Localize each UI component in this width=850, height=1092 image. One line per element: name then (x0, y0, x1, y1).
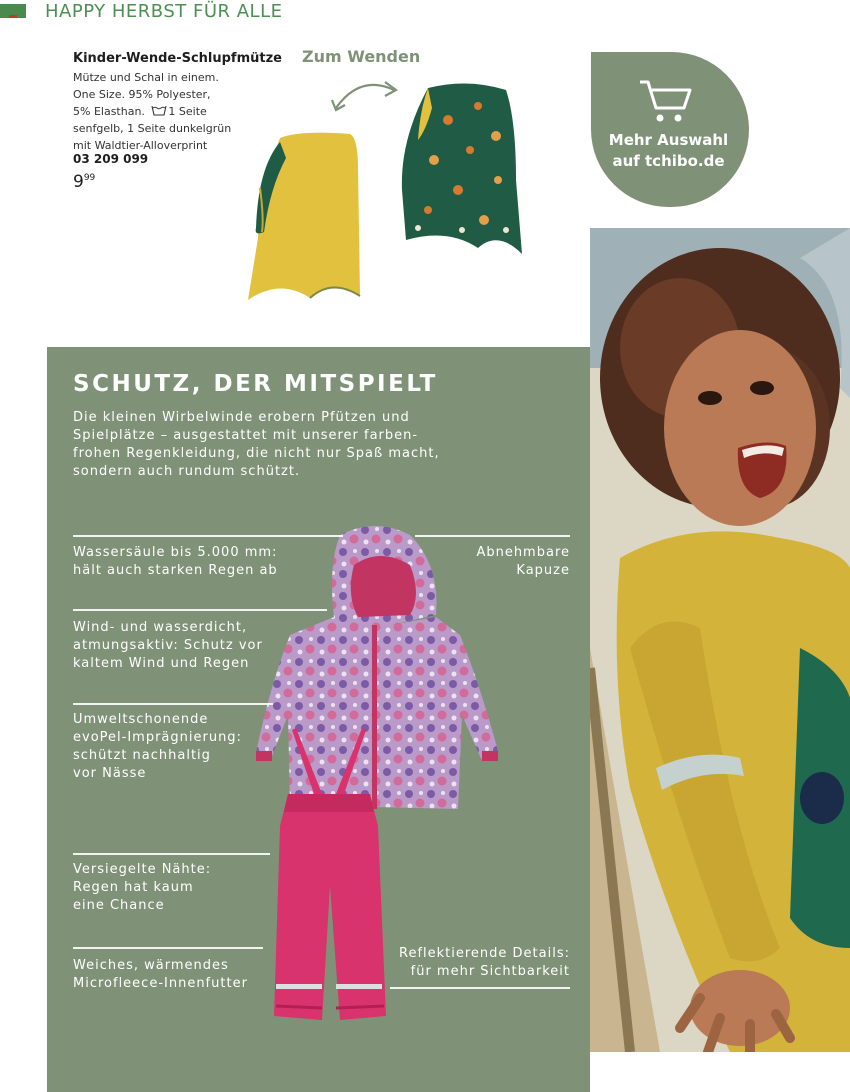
rain-pants-image (266, 726, 392, 1026)
hat-yellow-side-image (240, 128, 370, 308)
product-name: Kinder-Wende-Schlupfmütze (73, 51, 282, 66)
page-header-title: HAPPY HERBST FÜR ALLE (45, 1, 283, 22)
washing-icon (151, 105, 167, 116)
product-number: 03 209 099 (73, 152, 149, 166)
feature-reflektierend: Reflektierende Details: für mehr Sichtbarkeit (399, 946, 570, 979)
feature-kapuze: Abnehmbare Kapuze (476, 545, 570, 578)
feature-wind: Wind- und wasserdicht, atmungsaktiv: Schutz vor kaltem Wind und Regen (73, 620, 263, 671)
product-description: Mütze und Schal in einem. One Size. 95% Polyester, 5% Elasthan. 1 Seite senfgelb, 1 Seite dunkelgrün mit Waldtier-Alloverprint (73, 71, 232, 152)
feature-naehte: Versiegelte Nähte: Regen hat kaum eine Chance (73, 862, 212, 913)
child-photo-illustration (590, 228, 850, 1052)
reverse-label: Zum Wenden (302, 47, 421, 66)
callout-line-wassersaeule (73, 535, 343, 537)
feature-impraegnierung: Umweltschonende evoPel-Imprägnierung: schützt nachhaltig vor Nässe (73, 712, 242, 781)
callout-line-naehte (73, 853, 270, 855)
feature-wassersaeule: Wassersäule bis 5.000 mm: hält auch starken Regen ab (73, 545, 278, 578)
callout-line-wind (73, 609, 327, 611)
callout-line-kapuze (415, 535, 570, 537)
callout-line-impraegnierung (73, 703, 273, 705)
section-intro: Die kleinen Wirbelwinde erobern Pfützen und Spielplätze – ausgestattet mit unserer farben- frohen Regenkleidung, die nicht nur Spaß macht, sondern auch rundum schützt. (73, 410, 440, 479)
feature-futter: Weiches, wärmendes Microfleece-Innenfutter (73, 958, 248, 991)
product-price: $9^{99}$ (73, 172, 96, 192)
reverse-arrow-icon (330, 76, 400, 114)
callout-line-reflektierend (390, 987, 570, 989)
mehr-auswahl-link[interactable]: Mehr Auswahl auf tchibo.de (608, 131, 729, 170)
hat-green-side-image (398, 80, 526, 258)
callout-line-futter (73, 947, 263, 949)
child-photo (590, 228, 850, 1052)
section-title: SCHUTZ, DER MITSPIELT (73, 371, 438, 397)
header-mark-accent (9, 15, 17, 18)
cart-icon (638, 78, 694, 124)
